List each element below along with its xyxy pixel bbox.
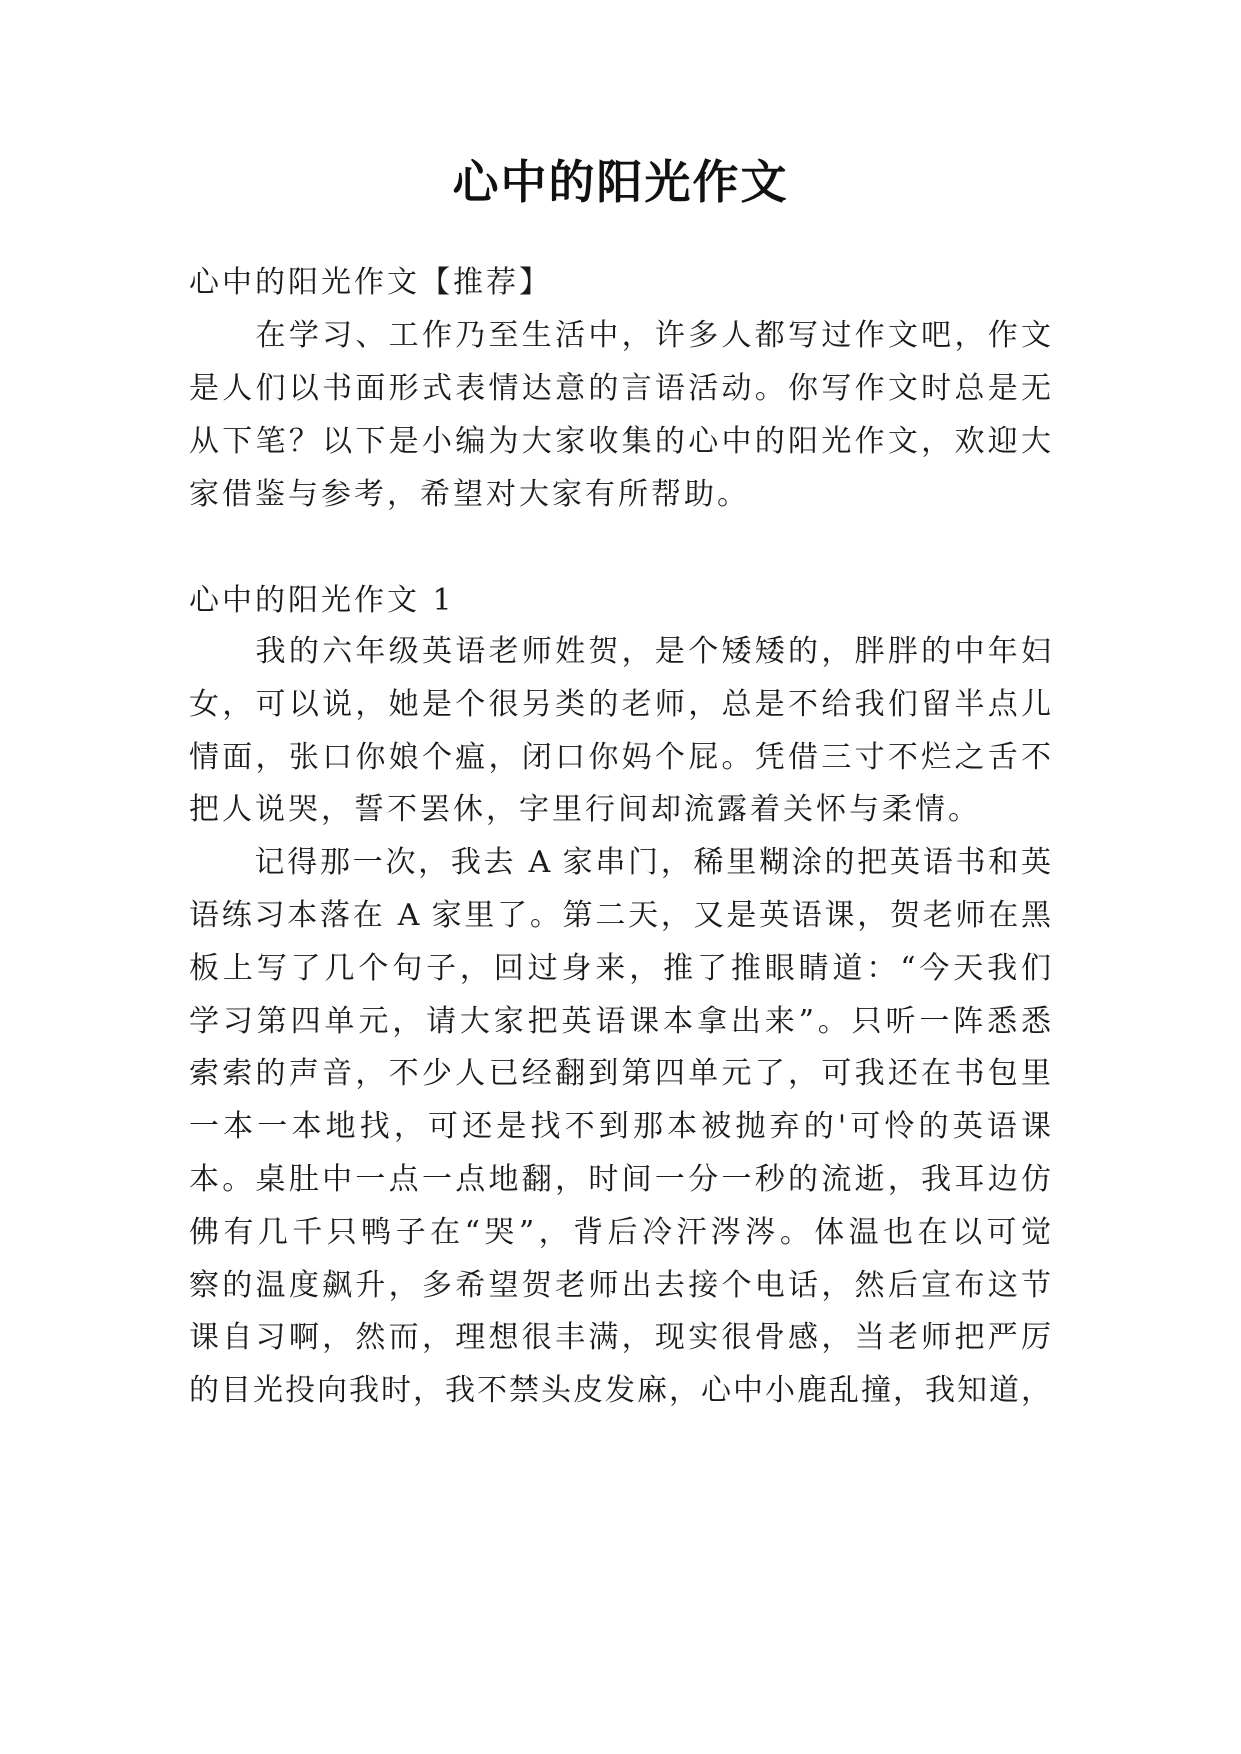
- body-line: 我的六年级英语老师姓贺，是个矮矮的，胖胖的中年妇: [189, 634, 1051, 669]
- body-line: 板上写了几个句子，回过身来，推了推眼睛道：“今天我们: [189, 951, 1051, 986]
- intro-heading: 心中的阳光作文【推荐】: [189, 265, 552, 300]
- document-title: 心中的阳光作文: [452, 155, 789, 209]
- intro-line: 从下笔？以下是小编为大家收集的心中的阳光作文，欢迎大: [189, 424, 1051, 459]
- intro-line: 是人们以书面形式表情达意的言语活动。你写作文时总是无: [189, 371, 1051, 406]
- body-line: 语练习本落在 A 家里了。第二天，又是英语课，贺老师在黑: [189, 898, 1051, 933]
- body-line: 本。桌肚中一点一点地翻，时间一分一秒的流逝，我耳边仿: [189, 1162, 1051, 1197]
- body-line: 索索的声音，不少人已经翻到第四单元了，可我还在书包里: [189, 1056, 1051, 1091]
- body-line: 情面，张口你娘个瘟，闭口你妈个屁。凭借三寸不烂之舌不: [189, 740, 1051, 775]
- body-line: 佛有几千只鸭子在“哭”，背后冷汗涔涔。体温也在以可觉: [189, 1215, 1051, 1250]
- body-line: 的目光投向我时，我不禁头皮发麻，心中小鹿乱撞，我知道，: [189, 1373, 1051, 1408]
- body-line: 把人说哭，誓不罢休，字里行间却流露着关怀与柔情。: [189, 792, 981, 827]
- body-line: 女，可以说，她是个很另类的老师，总是不给我们留半点儿: [189, 687, 1051, 722]
- body-line: 记得那一次，我去 A 家串门，稀里糊涂的把英语书和英: [189, 845, 1051, 880]
- body-line: 察的温度飙升，多希望贺老师出去接个电话，然后宣布这节: [189, 1268, 1051, 1303]
- intro-line: 家借鉴与参考，希望对大家有所帮助。: [189, 477, 750, 512]
- intro-line: 在学习、工作乃至生活中，许多人都写过作文吧，作文: [189, 318, 1051, 353]
- section-heading: 心中的阳光作文 1: [189, 583, 455, 618]
- body-line: 学习第四单元，请大家把英语课本拿出来”。只听一阵悉悉: [189, 1004, 1051, 1039]
- body-line: 课自习啊，然而，理想很丰满，现实很骨感，当老师把严厉: [189, 1320, 1051, 1355]
- body-line: 一本一本地找，可还是找不到那本被抛弃的'可怜的英语课: [189, 1109, 1051, 1144]
